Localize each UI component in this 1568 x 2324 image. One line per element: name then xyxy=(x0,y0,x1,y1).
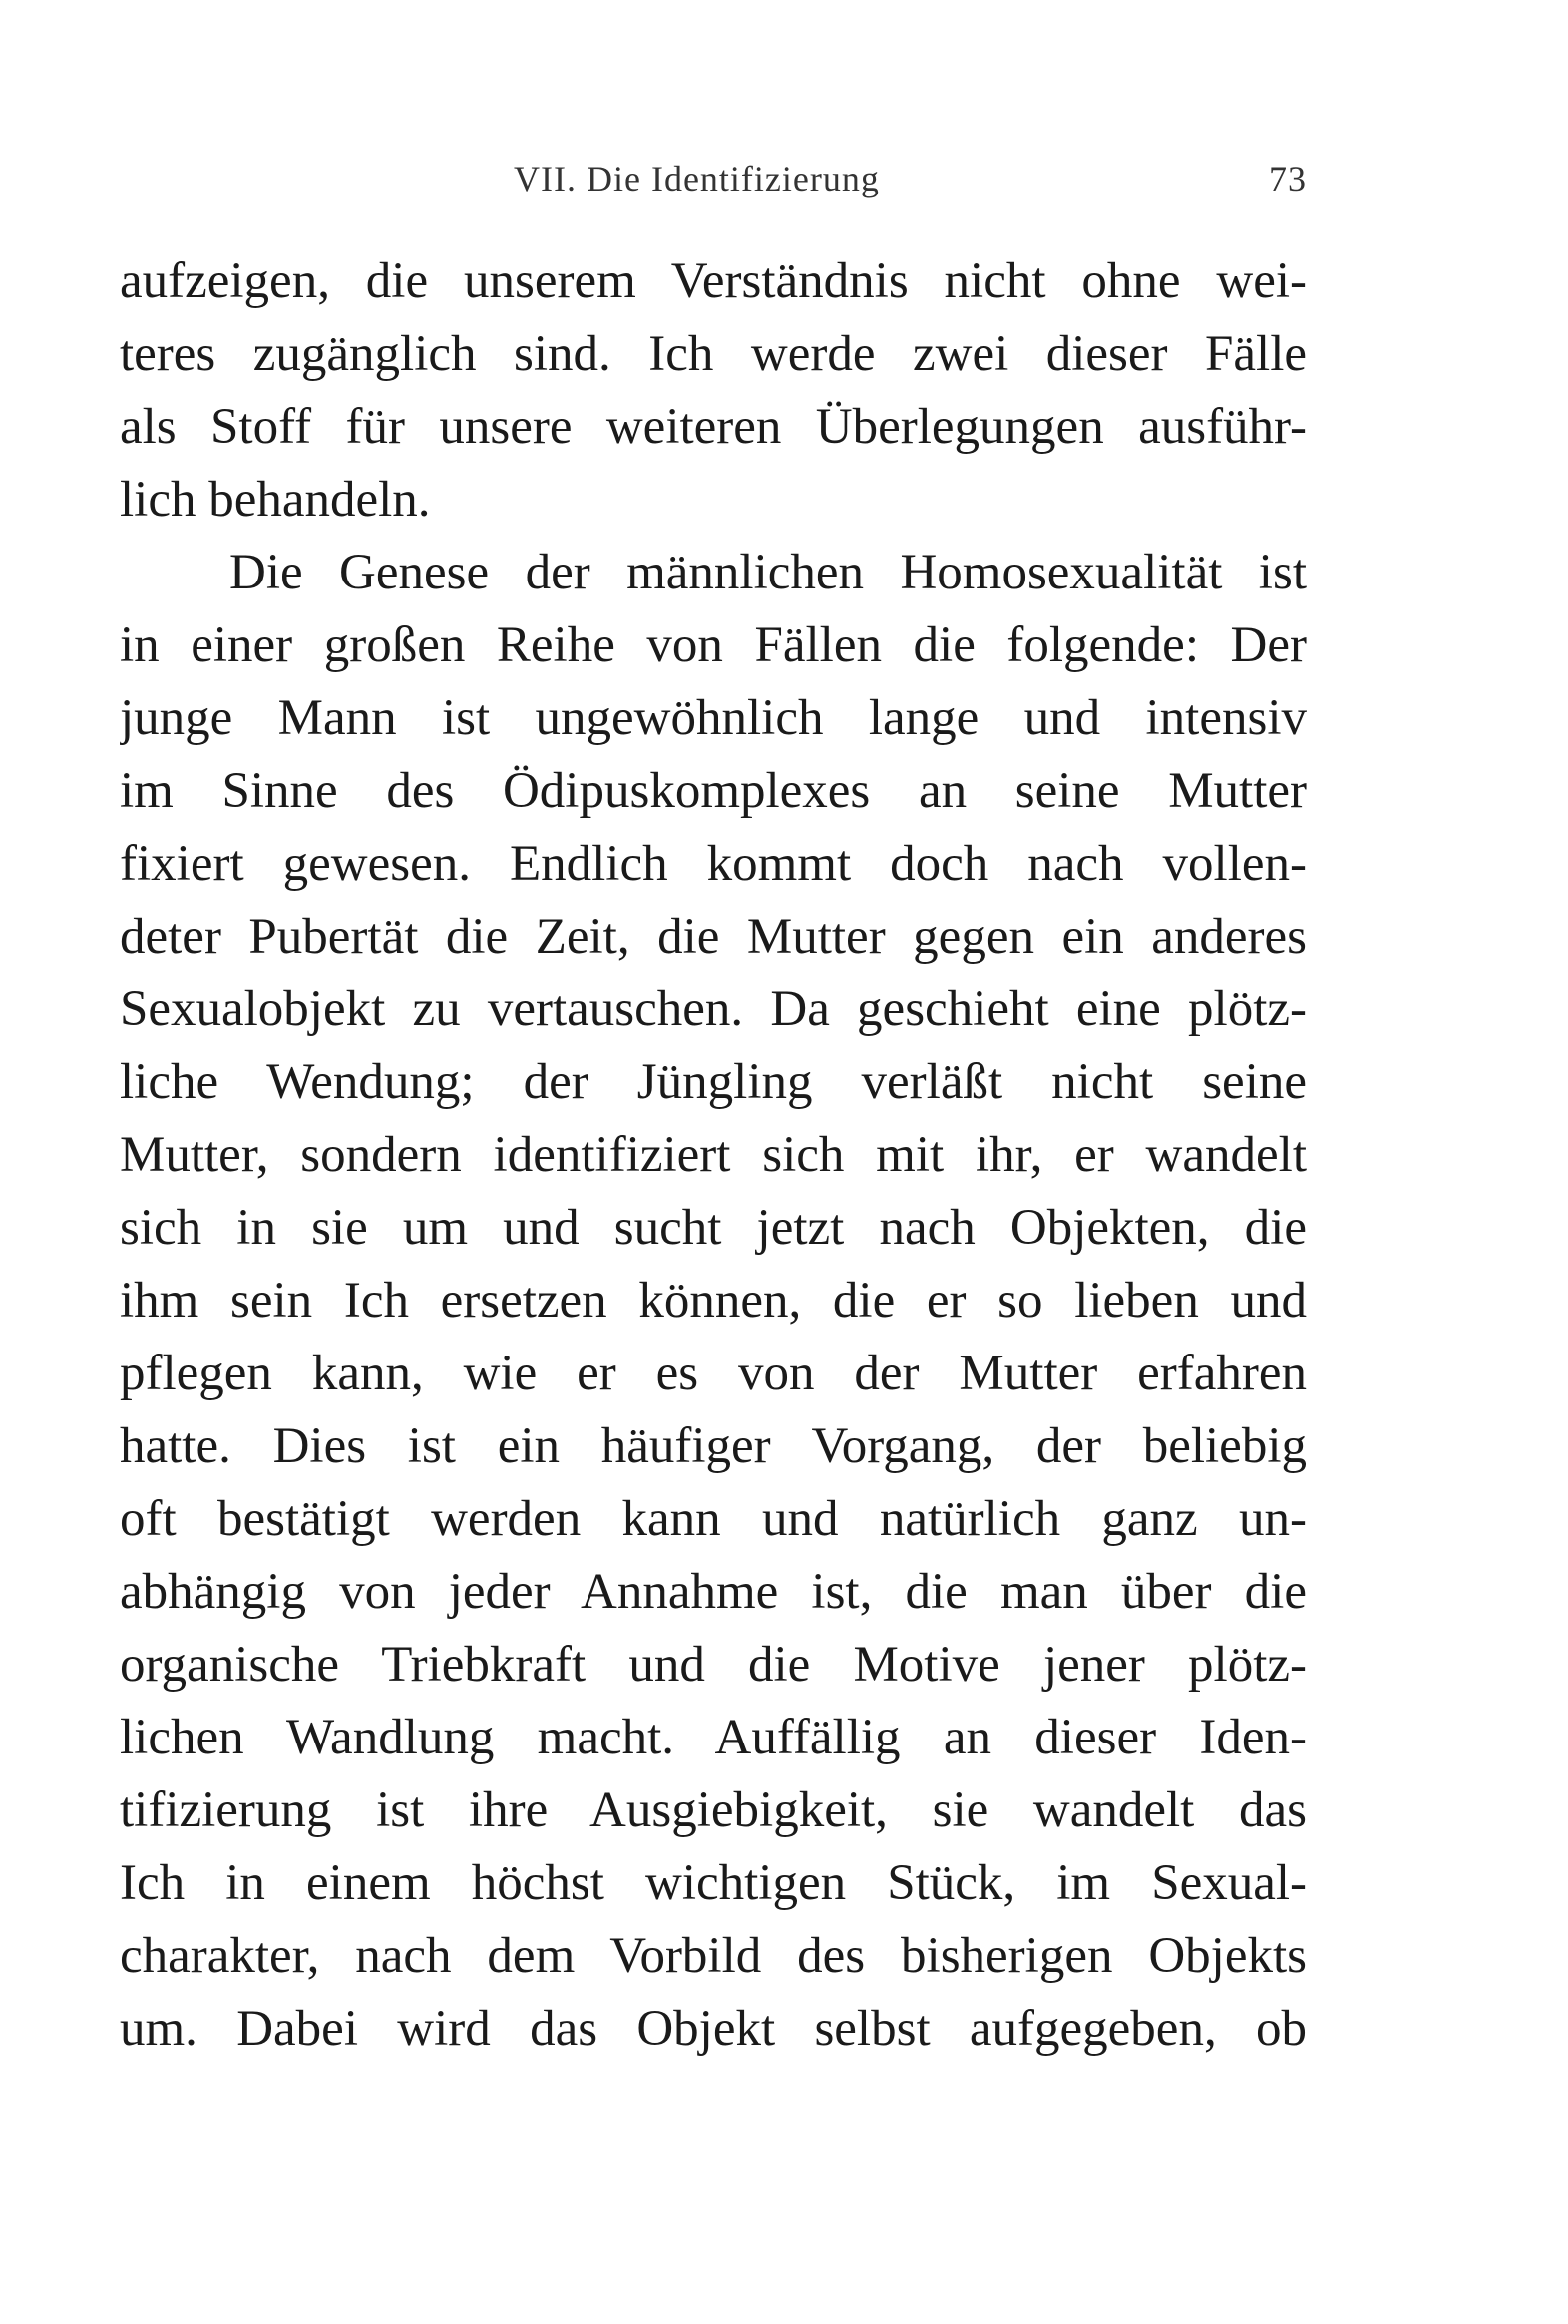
text-line: in einer großen Reihe von Fällen die folgende: Der xyxy=(120,617,1307,673)
text-line: im Sinne des Ödipuskomplexes an seine Mutter xyxy=(120,763,1307,819)
text-line: sich in sie um und sucht jetzt nach Objekten, die xyxy=(120,1200,1307,1256)
text-line: pflegen kann, wie er es von der Mutter erfahren xyxy=(120,1346,1307,1401)
text-line: liche Wendung; der Jüngling verläßt nicht seine xyxy=(120,1054,1307,1110)
body-text xyxy=(120,245,1307,2066)
text-line: teres zugänglich sind. Ich werde zwei dieser Fälle xyxy=(120,326,1307,382)
paragraph-start-line: Die Genese der männlichen Homosexualität ist xyxy=(229,545,1307,600)
text-line: hatte. Dies ist ein häufiger Vorgang, der beliebig xyxy=(120,1418,1307,1474)
text-line: charakter, nach dem Vorbild des bisherigen Objekts xyxy=(120,1928,1307,1984)
text-line: fixiert gewesen. Endlich kommt doch nach vollen- xyxy=(120,836,1307,892)
text-line: um. Dabei wird das Objekt selbst aufgegeben, ob xyxy=(120,2001,1307,2057)
text-line: als Stoff für unsere weiteren Überlegungen ausführ- xyxy=(120,399,1307,455)
text-line: Sexualobjekt zu vertauschen. Da geschieht eine plötz- xyxy=(120,981,1307,1037)
running-title: VII. Die Identifizierung xyxy=(514,159,880,198)
text-line: Ich in einem höchst wichtigen Stück, im Sexual- xyxy=(120,1855,1307,1911)
running-head xyxy=(120,158,1307,207)
text-line: abhängig von jeder Annahme ist, die man über die xyxy=(120,1564,1307,1620)
text-line: tifizierung ist ihre Ausgiebigkeit, sie wandelt das xyxy=(120,1782,1307,1838)
text-line: aufzeigen, die unserem Verständnis nicht ohne wei- xyxy=(120,253,1307,309)
text-line: organische Triebkraft und die Motive jener plötz- xyxy=(120,1637,1307,1693)
text-line: ihm sein Ich ersetzen können, die er so lieben und xyxy=(120,1273,1307,1329)
text-line: junge Mann ist ungewöhnlich lange und intensiv xyxy=(120,690,1307,746)
text-line: deter Pubertät die Zeit, die Mutter gegen ein anderes xyxy=(120,909,1307,965)
text-line: lichen Wandlung macht. Auffällig an dieser Iden- xyxy=(120,1710,1307,1765)
text-line: oft bestätigt werden kann und natürlich ganz un- xyxy=(120,1491,1307,1547)
text-line: Mutter, sondern identifiziert sich mit ihr, er wandelt xyxy=(120,1127,1307,1183)
text-line: lich behandeln. xyxy=(120,472,431,528)
page-number: 73 xyxy=(1269,159,1307,198)
